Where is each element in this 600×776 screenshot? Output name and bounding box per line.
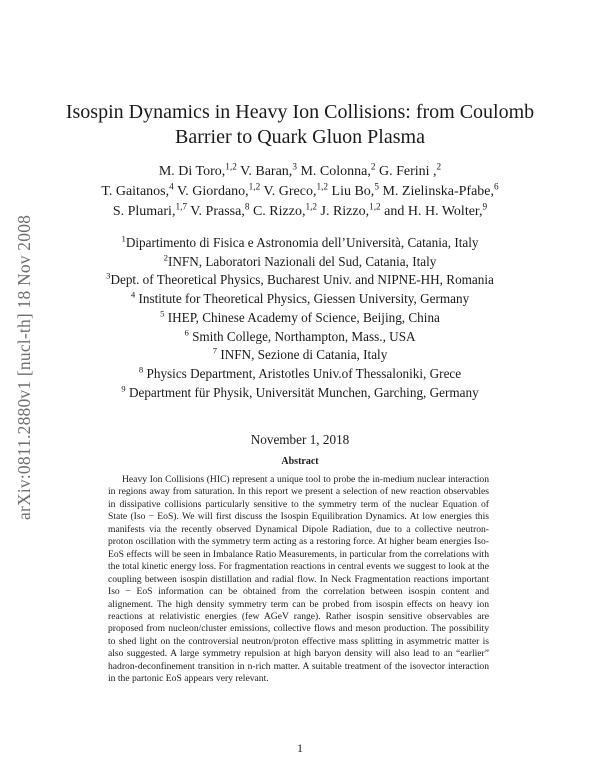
title-line-1: Isospin Dynamics in Heavy Ion Collisions: from Coulomb: [65, 101, 535, 123]
affiliation-9: [0, 384, 600, 403]
abstract-heading: Abstract: [281, 456, 319, 467]
affiliation-text: Institute for Theoretical Physics, Giessen University, Germany: [135, 291, 470, 307]
affiliation-4: [0, 290, 600, 309]
affiliation-8: [0, 365, 600, 384]
affiliation-number: 5: [160, 308, 165, 319]
affiliation-number: 7: [212, 345, 218, 356]
affiliation-text: Dept. of Theoretical Physics, Bucharest Univ. and NIPNE-HH, Romania: [110, 272, 494, 288]
affiliation-text: Smith College, Northampton, Mass., USA: [188, 328, 416, 344]
author-line-2: T. Gaitanos,$^4$ V. Giordano,$^{1,2}$ V. Greco,$^{1,2}$ Liu Bo,$^5$ M. Zielinska-Pfabe,$^6$: [101, 181, 499, 199]
affiliation-text: INFN, Sezione di Catania, Italy: [217, 347, 388, 363]
author-line-1: M. Di Toro,$^{1,2}$ V. Baran,$^3$ M. Colonna,$^2$ G. Ferini ,$^2$: [158, 161, 442, 179]
title-line-2: Barrier to Quark Gluon Plasma: [175, 126, 425, 148]
affiliation-text: Dipartimento di Fisica e Astronomia dell’Università, Catania, Italy: [125, 235, 479, 250]
affiliation-6: [0, 328, 600, 347]
paper-date: November 1, 2018: [250, 432, 350, 447]
affiliation-2: [0, 253, 600, 272]
page-number: 1: [297, 741, 303, 755]
affiliation-number: 9: [121, 383, 126, 394]
affiliation-number: 6: [184, 327, 189, 338]
affiliation-5: [0, 309, 600, 328]
affiliation-text: INFN, Laboratori Nazionali del Sud, Catania, Italy: [167, 253, 437, 269]
paper-title: [0, 100, 600, 150]
affiliation-number: 8: [138, 364, 144, 375]
affiliation-3: [0, 271, 600, 290]
affiliation-number: 1: [121, 233, 126, 244]
affiliation-7: [0, 346, 600, 365]
author-line-3: S. Plumari,$^{1,7}$ V. Prassa,$^8$ C. Rizzo,$^{1,2}$ J. Rizzo,$^{1,2}$ and H. H. Wolter,$^9$: [112, 201, 488, 219]
affiliation-text: Department für Physik, Universität Munchen, Garching, Germany: [125, 384, 479, 400]
author-list: [0, 162, 600, 222]
affiliation-number: 3: [106, 271, 111, 282]
affiliation-text: Physics Department, Aristotles Univ.of Thessaloniki, Grece: [143, 365, 462, 381]
arxiv-identifier: arXiv:0811.2880v1 [nucl-th] 18 Nov 2008: [14, 214, 34, 520]
affiliation-1: [0, 234, 600, 253]
affiliation-number: 2: [163, 252, 168, 263]
abstract-text: Heavy Ion Collisions (HIC) represent a unique tool to probe the in-medium nuclear interaction in regions away from saturation. In this report we present a selection of new reaction observables in dissipative collisions particularly sensitive to the symmetry term of the nuclear Equation of State (Iso − EoS). We will first discuss the Isospin Equilibration Dynamics. At low energies this manifests via the recently observed Dynamical Dipole Radiation, due to a collective neutron-proton oscillation with the symmetry term acting as a restoring force. At higher beam energies Iso-EoS effects will be seen in Imbalance Ratio Measurements, in particular from the correlations with the total kinetic energy loss. For fragmentation reactions in central events we suggest to look at the coupling between isospin distillation and radial flow. In Neck Fragmentation reactions important Iso − EoS information can be obtained from the correlation between isospin content and alignement. The high density symmetry term can be probed from isospin effects on heavy ion reactions at relativistic energies (few AGeV range). Rather isospin sensitive observables are proposed from nucleon/cluster emissions, collective flows and meson production. The possibility to shed light on the controversial neutron/proton effective mass splitting in asymmetric matter is also suggested. A large symmetry repulsion at high baryon density will also lead to an “earlier” hadron-deconfinement transition in n-rich matter. A suitable treatment of the isovector interaction in the partonic EoS appears very relevant.: [108, 474, 489, 685]
affiliation-list: [0, 234, 600, 402]
affiliation-text: IHEP, Chinese Academy of Science, Beijing, China: [164, 309, 440, 325]
affiliation-number: 4: [130, 289, 136, 300]
